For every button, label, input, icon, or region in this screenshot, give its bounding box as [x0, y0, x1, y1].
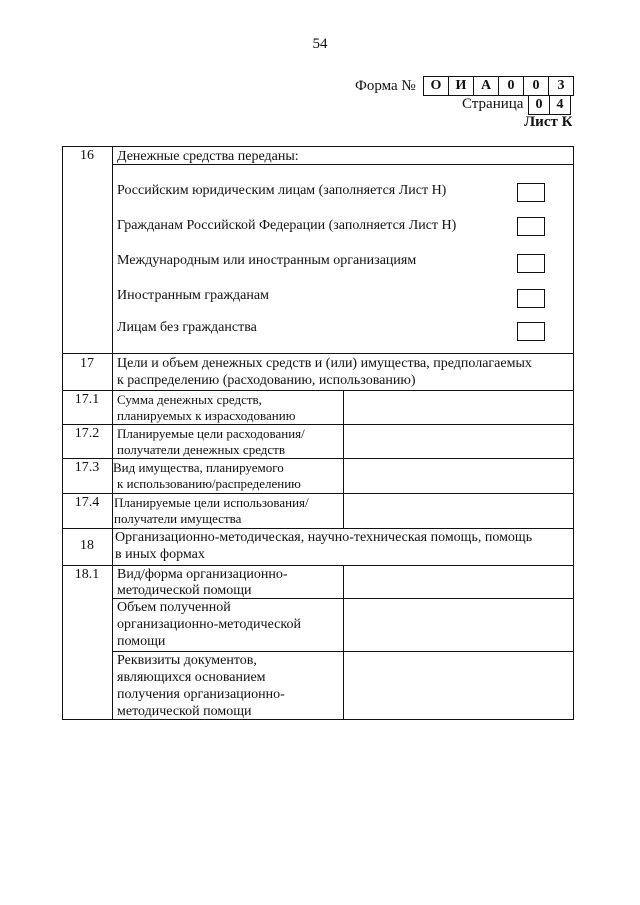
field-label: к использованию/распределению	[117, 476, 301, 491]
row-title: Организационно-методическая, научно-техническая помощь, помощь	[115, 530, 533, 545]
table-border-right	[573, 146, 574, 719]
field-label: являющихся основанием	[117, 670, 266, 685]
field-label: получатели имущества	[114, 511, 242, 526]
field-label: организационно-методической	[117, 617, 301, 632]
form-code-cell: О	[423, 76, 449, 96]
field-label: Вид/форма организационно-	[117, 567, 288, 582]
field-label: получения организационно-	[117, 687, 285, 702]
row-number: 17.1	[74, 392, 100, 407]
value-field[interactable]	[344, 425, 573, 458]
row-number: 18	[80, 538, 94, 553]
form-number-label: Форма №	[355, 78, 416, 94]
checkbox-international-organizations[interactable]	[517, 254, 545, 273]
form-code-cell: И	[448, 76, 474, 96]
row-title: в иных формах	[115, 547, 205, 562]
row-title: Денежные средства переданы:	[117, 149, 299, 164]
option-label: Лицам без гражданства	[117, 320, 257, 335]
form-code-cell: 0	[523, 76, 549, 96]
row-number: 17.3	[74, 460, 100, 475]
form-code-cell: А	[473, 76, 499, 96]
value-field[interactable]	[344, 599, 573, 651]
row-divider	[62, 353, 574, 354]
value-field[interactable]	[344, 652, 573, 719]
page-code-cell: 4	[549, 95, 571, 115]
row-divider	[62, 528, 574, 529]
value-field[interactable]	[344, 391, 573, 424]
page-label: Страница	[462, 96, 524, 112]
row-title: к распределению (расходованию, использованию)	[117, 373, 416, 388]
checkbox-legal-entities[interactable]	[517, 183, 545, 202]
page-code-cell: 0	[528, 95, 550, 115]
number-column-divider	[112, 146, 113, 719]
field-label: Планируемые цели использования/	[114, 495, 309, 510]
row-number: 17	[80, 356, 94, 371]
form-code-cells	[424, 76, 574, 96]
page-code-cells	[529, 95, 571, 115]
field-label: Объем полученной	[117, 600, 231, 615]
checkbox-citizens[interactable]	[517, 217, 545, 236]
field-label: Вид имущества, планируемого	[113, 460, 284, 475]
value-field[interactable]	[344, 459, 573, 493]
field-label: методической помощи	[117, 583, 252, 598]
field-label: помощи	[117, 634, 166, 649]
value-field[interactable]	[344, 566, 573, 598]
value-field[interactable]	[344, 494, 573, 528]
field-label: методической помощи	[117, 704, 252, 719]
row-number: 17.4	[74, 495, 100, 510]
page-number: 54	[312, 36, 328, 52]
row-number: 16	[80, 148, 94, 163]
option-label: Международным или иностранным организациям	[117, 253, 417, 268]
checkbox-stateless-persons[interactable]	[517, 322, 545, 341]
option-label: Иностранным гражданам	[117, 288, 269, 303]
field-label: Реквизиты документов,	[117, 653, 257, 668]
checkbox-foreign-citizens[interactable]	[517, 289, 545, 308]
field-label: Планируемые цели расходования/	[117, 426, 305, 441]
sheet-label: Лист К	[524, 114, 573, 130]
option-label: Гражданам Российской Федерации (заполняется Лист Н)	[117, 218, 457, 233]
form-code-cell: 3	[548, 76, 574, 96]
field-label: Сумма денежных средств,	[117, 392, 262, 407]
row-number: 18.1	[74, 567, 100, 582]
row-title: Цели и объем денежных средств и (или) имущества, предполагаемых	[117, 356, 532, 371]
row-divider	[62, 146, 574, 147]
option-label: Российским юридическим лицам (заполняется Лист Н)	[117, 183, 447, 198]
field-label: планируемых к израсходованию	[117, 408, 296, 423]
row-number: 17.2	[74, 426, 100, 441]
field-label: получатели денежных средств	[117, 442, 285, 457]
form-code-cell: 0	[498, 76, 524, 96]
